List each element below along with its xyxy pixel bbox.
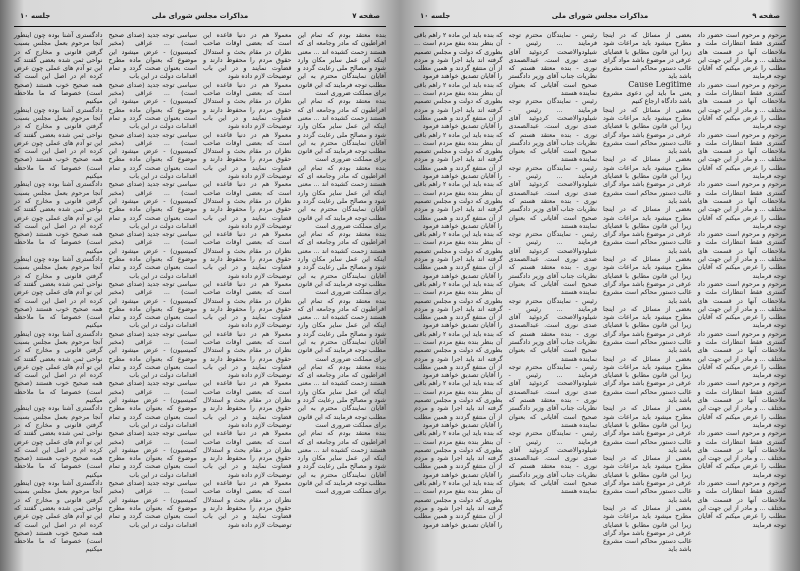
filler-text: معمولا هم در دنیا قاعده این است که بعضی اوقات صاحب نظران در مقام بحث و استدلال حقوق مردم را محفوظ دارند و قضاوت نمایند و در این باب توضیحات لازم داده شود (203, 329, 292, 380)
filler-text: رئیس - نمایندگان محترم توجه فرمایند ... رئیس - شیلودوالاصحت کردوئید آقای صدی نوری است. عبدالصمدی نوری - بنده معتقد هستم که نظریات جناب آقای وزیر دادگستر صحیح است آقایانی که بعنوان نماینده هستند (508, 429, 597, 496)
filler-text: بنده معتقد بودم که تمام این افراطیون که مادر وجامعه ای که هستند زحمت کشیده اند ... معنی اینکه این عمل سایر مکان وارد شود و مصالح ملی رعایت گردد و آقایان نمایندگان محترم به این مطلب توجه فرمایند که این قانون برای مملکت ضروری است (297, 163, 386, 230)
filler-text: بنده معتقد بودم که تمام این افراطیون که مادر وجامعه ای که هستند زحمت کشیده اند ... معنی اینکه این عمل سایر مکان وارد شود و مصالح ملی رعایت گردد و آقایان نمایندگان محترم به این مطلب توجه فرمایند که این قانون برای مملکت ضروری است (297, 296, 386, 363)
text-column: دادگستری آشنا بوده چون اینطور آنجا مرحوم بعمل مجلس بسبب گرفتن قانونی و مخارج که در نواحی ثمن شده بعضی گفتند که این تو آدم های عملی چون عرض کرده ام در اصل این است که همه صحیح خوب هستند (صحیح است) خصوصا که ما ملاحظه میکنیم دادگستری آشنا بوده چون اینطور آنجا مرحوم بعمل مجلس بسبب گرفتن قانونی و مخارج که در نواحی ثمن شده بعضی گفتند که این تو آدم های عملی چون عرض کرده ام در اصل این است که همه صحیح خوب هستند (صحیح است) خصوصا که ما ملاحظه میکنیم دادگستری آشنا بوده چون اینطور آنجا مرحوم بعمل مجلس بسبب گرفتن قانونی و مخارج که در نواحی ثمن شده بعضی گفتند که این تو آدم های عملی چون عرض کرده ام در اصل این است که همه صحیح خوب هستند (صحیح است) خصوصا که ما ملاحظه میکنیم دادگستری آشنا بوده چون اینطور آنجا مرحوم بعمل مجلس بسبب گرفتن قانونی و مخارج که در نواحی ثمن شده بعضی گفتند که این تو آدم های عملی چون عرض کرده ام در اصل این است که همه صحیح خوب هستند (صحیح است) خصوصا که ما ملاحظه میکنیم دادگستری آشنا بوده چون اینطور آنجا مرحوم بعمل مجلس بسبب گرفتن قانونی و مخارج که در نواحی ثمن شده بعضی گفتند که این تو آدم های عملی چون عرض کرده ام در اصل این است که همه صحیح خوب هستند (صحیح است) خصوصا که ما ملاحظه میکنیم دادگستری آشنا بوده چون اینطور آنجا مرحوم بعمل مجلس بسبب گرفتن قانونی و مخارج که در نواحی ثمن شده بعضی گفتند که این تو آدم های عملی چون عرض کرده ام در اصل این است که همه صحیح خوب هستند (صحیح است) خصوصا که ما ملاحظه میکنیم دادگستری آشنا بوده چون اینطور آنجا مرحوم بعمل مجلس بسبب گرفتن قانونی و مخارج که در نواحی ثمن شده بعضی گفتند که این تو آدم های عملی چون عرض کرده ام در اصل این است که همه صحیح خوب هستند (صحیح است) خصوصا که ما ملاحظه میکنیم (14, 31, 103, 554)
page-number: صفحه ۷ (352, 12, 380, 20)
filler-text: که بنده باید این ماده ۲ راهم باقی آن بنظر بنده بنفع مردم است ... بطوری که دولت و مجلس تصمیم گرفته اند باید اجرا شود و مردم از آن منتفع گردند و همین مطلب را آقایان تصدیق خواهند فرمود (414, 379, 503, 429)
filler-text: که بنده باید این ماده ۲ راهم باقی آن بنظر بنده بنفع مردم است ... بطوری که دولت و مجلس تصمیم گرفته اند باید اجرا شود و مردم از آن منتفع گردند و همین مطلب را آقایان تصدیق خواهند فرمود (414, 429, 503, 479)
filler-text: بعضی از مسائل که در اینجا مطرح میشود باید مراعات شود زیرا این قانون مطابق با قضایای عرفی در موضوع باشد مواد گرای غالب دستور محاکم است مشروع باشد باید (603, 454, 692, 504)
text-column: معمولا هم در دنیا قاعده این است که بعضی اوقات صاحب نظران در مقام بحث و استدلال حقوق مردم را محفوظ دارند و قضاوت نمایند و در این باب توضیحات لازم داده شود معمولا هم در دنیا قاعده این است که بعضی اوقات صاحب نظران در مقام بحث و استدلال حقوق مردم را محفوظ دارند و قضاوت نمایند و در این باب توضیحات لازم داده شود معمولا هم در دنیا قاعده این است که بعضی اوقات صاحب نظران در مقام بحث و استدلال حقوق مردم را محفوظ دارند و قضاوت نمایند و در این باب توضیحات لازم داده شود معمولا هم در دنیا قاعده این است که بعضی اوقات صاحب نظران در مقام بحث و استدلال حقوق مردم را محفوظ دارند و قضاوت نمایند و در این باب توضیحات لازم داده شود معمولا هم در دنیا قاعده این است که بعضی اوقات صاحب نظران در مقام بحث و استدلال حقوق مردم را محفوظ دارند و قضاوت نمایند و در این باب توضیحات لازم داده شود معمولا هم در دنیا قاعده این است که بعضی اوقات صاحب نظران در مقام بحث و استدلال حقوق مردم را محفوظ دارند و قضاوت نمایند و در این باب توضیحات لازم داده شود معمولا هم در دنیا قاعده این است که بعضی اوقات صاحب نظران در مقام بحث و استدلال حقوق مردم را محفوظ دارند و قضاوت نمایند و در این باب توضیحات لازم داده شود معمولا هم در دنیا قاعده این است که بعضی اوقات صاحب نظران در مقام بحث و استدلال حقوق مردم را محفوظ دارند و قضاوت نمایند و در این باب توضیحات لازم داده شود معمولا هم در دنیا قاعده این است که بعضی اوقات صاحب نظران در مقام بحث و استدلال حقوق مردم را محفوظ دارند و قضاوت نمایند و در این باب توضیحات لازم داده شود معمولا هم در دنیا قاعده این است که بعضی اوقات صاحب نظران در مقام بحث و استدلال حقوق مردم را محفوظ دارند و قضاوت نمایند و در این باب توضیحات لازم داده شود (203, 31, 292, 529)
session-number: جلسه ۱۰ (20, 12, 51, 20)
filler-text: سیاسی توجه جدید (صدای صحیح است) ... عراقی (مخبر کمیسیون) - عرض میشود این موضوع که بعنوان ماده مطرح است بعنوان صحت گردد و تمام اقدامات دولت در این باب (108, 329, 197, 380)
filler-text: که بنده باید این ماده ۲ راهم باقی آن بنظر بنده بنفع مردم است ... بطوری که دولت و مجلس تصمیم گرفته اند باید اجرا شود و مردم از آن منتفع گردند و همین مطلب را آقایان تصدیق خواهند فرمود (414, 279, 503, 330)
text-column: رئیس - نمایندگان محترم توجه فرمایند ... رئیس - شیلودوالاصحت کردوئید آقای صدی نوری است. عبدالصمدی نوری - بنده معتقد هستم که نظریات جناب آقای وزیر دادگستر صحیح است آقایانی که بعنوان نماینده هستند رئیس - نمایندگان محترم توجه فرمایند ... رئیس - شیلودوالاصحت کردوئید آقای صدی نوری است. عبدالصمدی نوری - بنده معتقد هستم که نظریات جناب آقای وزیر دادگستر صحیح است آقایانی که بعنوان نماینده هستند رئیس - نمایندگان محترم توجه فرمایند ... رئیس - شیلودوالاصحت کردوئید آقای صدی نوری است. عبدالصمدی نوری - بنده معتقد هستم که نظریات جناب آقای وزیر دادگستر صحیح است آقایانی که بعنوان نماینده هستند رئیس - نمایندگان محترم توجه فرمایند ... رئیس - شیلودوالاصحت کردوئید آقای صدی نوری است. عبدالصمدی نوری - بنده معتقد هستم که نظریات جناب آقای وزیر دادگستر صحیح است آقایانی که بعنوان نماینده هستند رئیس - نمایندگان محترم توجه فرمایند ... رئیس - شیلودوالاصحت کردوئید آقای صدی نوری است. عبدالصمدی نوری - بنده معتقد هستم که نظریات جناب آقای وزیر دادگستر صحیح است آقایانی که بعنوان نماینده هستند رئیس - نمایندگان محترم توجه فرمایند ... رئیس - شیلودوالاصحت کردوئید آقای صدی نوری است. عبدالصمدی نوری - بنده معتقد هستم که نظریات جناب آقای وزیر دادگستر صحیح است آقایانی که بعنوان نماینده هستند رئیس - نمایندگان محترم توجه فرمایند ... رئیس - شیلودوالاصحت کردوئید آقای صدی نوری است. عبدالصمدی نوری - بنده معتقد هستم که نظریات جناب آقای وزیر دادگستر صحیح است آقایانی که بعنوان نماینده هستند (508, 31, 597, 496)
text-column: مرحوم و مرحوم است حضور داد گستری فقط انتظارات ملت و ملاحظات آنها در قسمت های مختلف ... و مادر از این جهت این مطلب را عرض میکنم که آقایان توجه فرمایند مرحوم و مرحوم است حضور داد گستری فقط انتظارات ملت و ملاحظات آنها در قسمت های مختلف ... و مادر از این جهت این مطلب را عرض میکنم که آقایان توجه فرمایند مرحوم و مرحوم است حضور داد گستری فقط انتظارات ملت و ملاحظات آنها در قسمت های مختلف ... و مادر از این جهت این مطلب را عرض میکنم که آقایان توجه فرمایند مرحوم و مرحوم است حضور داد گستری فقط انتظارات ملت و ملاحظات آنها در قسمت های مختلف ... و مادر از این جهت این مطلب را عرض میکنم که آقایان توجه فرمایند مرحوم و مرحوم است حضور داد گستری فقط انتظارات ملت و ملاحظات آنها در قسمت های مختلف ... و مادر از این جهت این مطلب را عرض میکنم که آقایان توجه فرمایند مرحوم و مرحوم است حضور داد گستری فقط انتظارات ملت و ملاحظات آنها در قسمت های مختلف ... و مادر از این جهت این مطلب را عرض میکنم که آقایان توجه فرمایند مرحوم و مرحوم است حضور داد گستری فقط انتظارات ملت و ملاحظات آنها در قسمت های مختلف ... و مادر از این جهت این مطلب را عرض میکنم که آقایان توجه فرمایند مرحوم و مرحوم است حضور داد گستری فقط انتظارات ملت و ملاحظات آنها در قسمت های مختلف ... و مادر از این جهت این مطلب را عرض میکنم که آقایان توجه فرمایند مرحوم و مرحوم است حضور داد گستری فقط انتظارات ملت و ملاحظات آنها در قسمت های مختلف ... و مادر از این جهت این مطلب را عرض میکنم که آقایان توجه فرمایند مرحوم و مرحوم است حضور داد گستری فقط انتظارات ملت و ملاحظات آنها در قسمت های مختلف ... و مادر از این جهت این مطلب را عرض میکنم که آقایان توجه فرمایند (697, 31, 786, 529)
session-number: جلسه ۱۰ (420, 12, 451, 20)
filler-text: بعضی از مسائل که در اینجا مطرح میشود باید مراعات شود زیرا این قانون مطابق با قضایای عرفی در موضوع باشد مواد گرای غالب دستور محاکم است مشروع باشد باید (603, 155, 692, 205)
filler-text: دادگستری آشنا بوده چون اینطور آنجا مرحوم بعمل مجلس بسبب گرفتن قانونی و مخارج که در نواحی ثمن شده بعضی گفتند که این تو آدم های عملی چون عرض کرده ام در اصل این است که همه صحیح خوب هستند (صحیح است) خصوصا که ما ملاحظه میکنیم (14, 479, 103, 554)
filler-text: بنده معتقد بودم که تمام این افراطیون که مادر وجامعه ای که هستند زحمت کشیده اند ... معنی اینکه این عمل سایر مکان وارد شود و مصالح ملی رعایت گردد و آقایان نمایندگان محترم به این مطلب توجه فرمایند که این قانون برای مملکت ضروری است (297, 362, 386, 429)
filler-text: که بنده باید این ماده ۲ راهم باقی آن بنظر بنده بنفع مردم است ... بطوری که دولت و مجلس تصمیم گرفته اند باید اجرا شود و مردم از آن منتفع گردند و همین مطلب را آقایان تصدیق خواهند فرمود (414, 130, 503, 181)
filler-text: سیاسی توجه جدید (صدای صحیح است) ... عراقی (مخبر کمیسیون) - عرض میشود این موضوع که بعنوان ماده مطرح است بعنوان صحت گردد و تمام اقدامات دولت در این باب (108, 80, 197, 131)
text-column: بنده معتقد بودم که تمام این افراطیون که مادر وجامعه ای که هستند زحمت کشیده اند ... معنی اینکه این عمل سایر مکان وارد شود و مصالح ملی رعایت گردد و آقایان نمایندگان محترم به این مطلب توجه فرمایند که این قانون برای مملکت ضروری است بنده معتقد بودم که تمام این افراطیون که مادر وجامعه ای که هستند زحمت کشیده اند ... معنی اینکه این عمل سایر مکان وارد شود و مصالح ملی رعایت گردد و آقایان نمایندگان محترم به این مطلب توجه فرمایند که این قانون برای مملکت ضروری است بنده معتقد بودم که تمام این افراطیون که مادر وجامعه ای که هستند زحمت کشیده اند ... معنی اینکه این عمل سایر مکان وارد شود و مصالح ملی رعایت گردد و آقایان نمایندگان محترم به این مطلب توجه فرمایند که این قانون برای مملکت ضروری است بنده معتقد بودم که تمام این افراطیون که مادر وجامعه ای که هستند زحمت کشیده اند ... معنی اینکه این عمل سایر مکان وارد شود و مصالح ملی رعایت گردد و آقایان نمایندگان محترم به این مطلب توجه فرمایند که این قانون برای مملکت ضروری است بنده معتقد بودم که تمام این افراطیون که مادر وجامعه ای که هستند زحمت کشیده اند ... معنی اینکه این عمل سایر مکان وارد شود و مصالح ملی رعایت گردد و آقایان نمایندگان محترم به این مطلب توجه فرمایند که این قانون برای مملکت ضروری است بنده معتقد بودم که تمام این افراطیون که مادر وجامعه ای که هستند زحمت کشیده اند ... معنی اینکه این عمل سایر مکان وارد شود و مصالح ملی رعایت گردد و آقایان نمایندگان محترم به این مطلب توجه فرمایند که این قانون برای مملکت ضروری است بنده معتقد بودم که تمام این افراطیون که مادر وجامعه ای که هستند زحمت کشیده اند ... معنی اینکه این عمل سایر مکان وارد شود و مصالح ملی رعایت گردد و آقایان نمایندگان محترم به این مطلب توجه فرمایند که این قانون برای مملکت ضروری است (297, 31, 386, 496)
filler-text: سیاسی توجه جدید (صدای صحیح است) ... عراقی (مخبر کمیسیون) - عرض میشود این موضوع که بعنوان ماده مطرح است بعنوان صحت گردد و تمام اقدامات دولت در این باب (108, 429, 197, 479)
filler-text: سیاسی توجه جدید (صدای صحیح است) ... عراقی (مخبر کمیسیون) - عرض میشود این موضوع که بعنوان ماده مطرح است بعنوان صحت گردد و تمام اقدامات دولت در این باب (108, 479, 197, 529)
filler-text: مرحوم و مرحوم است حضور داد گستری فقط انتظارات ملت و ملاحظات آنها در قسمت های مختلف ... و مادر از این جهت این مطلب را عرض میکنم که آقایان توجه فرمایند (697, 379, 786, 429)
page-number: صفحه ۹ (752, 12, 780, 20)
filler-text: بنده معتقد بودم که تمام این افراطیون که مادر وجامعه ای که هستند زحمت کشیده اند ... معنی اینکه این عمل سایر مکان وارد شود و مصالح ملی رعایت گردد و آقایان نمایندگان محترم به این مطلب توجه فرمایند که این قانون برای مملکت ضروری است (297, 97, 386, 164)
filler-text: معمولا هم در دنیا قاعده این است که بعضی اوقات صاحب نظران در مقام بحث و استدلال حقوق مردم را محفوظ دارند و قضاوت نمایند و در این باب توضیحات لازم داده شود (203, 429, 292, 479)
filler-text: معمولا هم در دنیا قاعده این است که بعضی اوقات صاحب نظران در مقام بحث و استدلال حقوق مردم را محفوظ دارند و قضاوت نمایند و در این باب توضیحات لازم داده شود (203, 80, 292, 131)
page-header (414, 6, 786, 27)
filler-text: بعضی از مسائل که در اینجا مطرح میشود باید مراعات شود زیرا این قانون مطابق با قضایای عرفی در موضوع باشد مواد گرای غالب دستور محاکم است مشروع باشد باید (603, 304, 692, 355)
filler-text: دادگستری آشنا بوده چون اینطور آنجا مرحوم بعمل مجلس بسبب گرفتن قانونی و مخارج که در نواحی ثمن شده بعضی گفتند که این تو آدم های عملی چون عرض کرده ام در اصل این است که همه صحیح خوب هستند (صحیح است) خصوصا که ما ملاحظه میکنیم (14, 105, 103, 181)
filler-text: مرحوم و مرحوم است حضور داد گستری فقط انتظارات ملت و ملاحظات آنها در قسمت های مختلف ... و مادر از این جهت این مطلب را عرض میکنم که آقایان توجه فرمایند (697, 279, 786, 330)
filler-text: بعضی از مسائل که در اینجا مطرح میشود باید مراعات شود زیرا این قانون مطابق با قضایای عرفی در موضوع باشد مواد گرای غالب دستور محاکم است مشروع باشد باید (603, 404, 692, 454)
filler-text: رئیس - نمایندگان محترم توجه فرمایند ... رئیس - شیلودوالاصحت کردوئید آقای صدی نوری است. عبدالصمدی نوری - بنده معتقد هستم که نظریات جناب آقای وزیر دادگستر صحیح است آقایانی که بعنوان نماینده هستند (508, 362, 597, 429)
filler-text: که بنده باید این ماده ۲ راهم باقی آن بنظر بنده بنفع مردم است ... بطوری که دولت و مجلس تصمیم گرفته اند باید اجرا شود و مردم از آن منتفع گردند و همین مطلب را آقایان تصدیق خواهند فرمود (414, 479, 503, 529)
filler-text: که بنده باید این ماده ۲ راهم باقی آن بنظر بنده بنفع مردم است ... بطوری که دولت و مجلس تصمیم گرفته اند باید اجرا شود و مردم از آن منتفع گردند و همین مطلب را آقایان تصدیق خواهند فرمود (414, 80, 503, 131)
filler-text: بعضی از مسائل که در اینجا مطرح میشود باید مراعات شود زیرا این قانون مطابق با قضایای عرفی در موضوع باشد مواد گرای غالب دستور محاکم است مشروع باشد باید (603, 105, 692, 156)
filler-text: که بنده باید این ماده ۲ راهم باقی آن بنظر بنده بنفع مردم است ... بطوری که دولت و مجلس تصمیم گرفته اند باید اجرا شود و مردم از آن منتفع گردند و همین مطلب را آقایان تصدیق خواهند فرمود (414, 230, 503, 280)
filler-text: سیاسی توجه جدید (صدای صحیح است) ... عراقی (مخبر کمیسیون) - عرض میشود این موضوع که بعنوان ماده مطرح است بعنوان صحت گردد و تمام اقدامات دولت در این باب (108, 379, 197, 429)
filler-text: سیاسی توجه جدید (صدای صحیح است) ... عراقی (مخبر کمیسیون) - عرض میشود این موضوع که بعنوان ماده مطرح است بعنوان صحت گردد و تمام اقدامات دولت در این باب (108, 279, 197, 330)
right-page (408, 6, 792, 566)
filler-text: مرحوم و مرحوم است حضور داد گستری فقط انتظارات ملت و ملاحظات آنها در قسمت های مختلف ... و مادر از این جهت این مطلب را عرض میکنم که آقایان توجه فرمایند (697, 429, 786, 479)
filler-text: مرحوم و مرحوم است حضور داد گستری فقط انتظارات ملت و ملاحظات آنها در قسمت های مختلف ... و مادر از این جهت این مطلب را عرض میکنم که آقایان توجه فرمایند (697, 479, 786, 529)
filler-text: رئیس - نمایندگان محترم توجه فرمایند ... رئیس - شیلودوالاصحت کردوئید آقای صدی نوری است. عبدالصمدی نوری - بنده معتقد هستم که نظریات جناب آقای وزیر دادگستر صحیح است آقایانی که بعنوان نماینده هستند (508, 296, 597, 363)
filler-text: بعضی از مسائل که در اینجا مطرح میشود باید مراعات شود زیرا این قانون مطابق با قضایای عرفی در موضوع باشد مواد گرای غالب دستور محاکم است مشروع باشد باید (603, 503, 692, 554)
filler-text: بنده معتقد بودم که تمام این افراطیون که مادر وجامعه ای که هستند زحمت کشیده اند ... معنی اینکه این عمل سایر مکان وارد شود و مصالح ملی رعایت گردد و آقایان نمایندگان محترم به این مطلب توجه فرمایند که این قانون برای مملکت ضروری است (297, 429, 386, 496)
filler-text: دادگستری آشنا بوده چون اینطور آنجا مرحوم بعمل مجلس بسبب گرفتن قانونی و مخارج که در نواحی ثمن شده بعضی گفتند که این تو آدم های عملی چون عرض کرده ام در اصل این است که همه صحیح خوب هستند (صحیح است) خصوصا که ما ملاحظه میکنیم (14, 329, 103, 405)
latin-term: Cause Legitime (628, 79, 692, 89)
filler-text: معمولا هم در دنیا قاعده این است که بعضی اوقات صاحب نظران در مقام بحث و استدلال حقوق مردم را محفوظ دارند و قضاوت نمایند و در این باب توضیحات لازم داده شود (203, 379, 292, 429)
filler-text: رئیس - نمایندگان محترم توجه فرمایند ... رئیس - شیلودوالاصحت کردوئید آقای صدی نوری است. عبدالصمدی نوری - بنده معتقد هستم که نظریات جناب آقای وزیر دادگستر صحیح است آقایانی که بعنوان نماینده هستند (508, 230, 597, 297)
filler-text: مرحوم و مرحوم است حضور داد گستری فقط انتظارات ملت و ملاحظات آنها در قسمت های مختلف ... و مادر از این جهت این مطلب را عرض میکنم که آقایان توجه فرمایند (697, 80, 786, 131)
filler-text: معمولا هم در دنیا قاعده این است که بعضی اوقات صاحب نظران در مقام بحث و استدلال حقوق مردم را محفوظ دارند و قضاوت نمایند و در این باب توضیحات لازم داده شود (203, 279, 292, 330)
filler-text: دادگستری آشنا بوده چون اینطور آنجا مرحوم بعمل مجلس بسبب گرفتن قانونی و مخارج که در نواحی ثمن شده بعضی گفتند که این تو آدم های عملی چون عرض کرده ام در اصل این است که همه صحیح خوب هستند (صحیح است) خصوصا که ما ملاحظه میکنیم (14, 180, 103, 255)
filler-text: سیاسی توجه جدید (صدای صحیح است) ... عراقی (مخبر کمیسیون) - عرض میشود این موضوع که بعنوان ماده مطرح است بعنوان صحت گردد و تمام اقدامات دولت در این باب (108, 130, 197, 181)
filler-text: مرحوم و مرحوم است حضور داد گستری فقط انتظارات ملت و ملاحظات آنها در قسمت های مختلف ... و مادر از این جهت این مطلب را عرض میکنم که آقایان توجه فرمایند (697, 130, 786, 181)
filler-text: سیاسی توجه جدید (صدای صحیح است) ... عراقی (مخبر کمیسیون) - عرض میشود این موضوع که بعنوان ماده مطرح است بعنوان صحت گردد و تمام اقدامات دولت در این باب (108, 230, 197, 280)
filler-text: بعضی از مسائل که در اینجا مطرح میشود باید مراعات شود زیرا این قانون مطابق با قضایای عرفی در موضوع باشد مواد گرای غالب دستور محاکم است مشروع باشد باید (603, 255, 692, 305)
filler-text: معمولا هم در دنیا قاعده این است که بعضی اوقات صاحب نظران در مقام بحث و استدلال حقوق مردم را محفوظ دارند و قضاوت نمایند و در این باب توضیحات لازم داده شود (203, 230, 292, 280)
filler-text: دادگستری آشنا بوده چون اینطور آنجا مرحوم بعمل مجلس بسبب گرفتن قانونی و مخارج که در نواحی ثمن شده بعضی گفتند که این تو آدم های عملی چون عرض کرده ام در اصل این است که همه صحیح خوب هستند (صحیح است) خصوصا که ما ملاحظه میکنیم (14, 255, 103, 330)
filler-text: بنده معتقد بودم که تمام این افراطیون که مادر وجامعه ای که هستند زحمت کشیده اند ... معنی اینکه این عمل سایر مکان وارد شود و مصالح ملی رعایت گردد و آقایان نمایندگان محترم به این مطلب توجه فرمایند که این قانون برای مملکت ضروری است (297, 230, 386, 297)
filler-text: مرحوم و مرحوم است حضور داد گستری فقط انتظارات ملت و ملاحظات آنها در قسمت های مختلف ... و مادر از این جهت این مطلب را عرض میکنم که آقایان توجه فرمایند (697, 180, 786, 230)
filler-text: رئیس - نمایندگان محترم توجه فرمایند ... رئیس - شیلودوالاصحت کردوئید آقای صدی نوری است. عبدالصمدی نوری - بنده معتقد هستم که نظریات جناب آقای وزیر دادگستر صحیح است آقایانی که بعنوان نماینده هستند (508, 163, 597, 230)
filler-text: مرحوم و مرحوم است حضور داد گستری فقط انتظارات ملت و ملاحظات آنها در قسمت های مختلف ... و مادر از این جهت این مطلب را عرض میکنم که آقایان توجه فرمایند (697, 230, 786, 280)
filler-text: معمولا هم در دنیا قاعده این است که بعضی اوقات صاحب نظران در مقام بحث و استدلال حقوق مردم را محفوظ دارند و قضاوت نمایند و در این باب توضیحات لازم داده شود (203, 479, 292, 529)
text-column: که بنده باید این ماده ۲ راهم باقی آن بنظر بنده بنفع مردم است ... بطوری که دولت و مجلس تصمیم گرفته اند باید اجرا شود و مردم از آن منتفع گردند و همین مطلب را آقایان تصدیق خواهند فرمود که بنده باید این ماده ۲ راهم باقی آن بنظر بنده بنفع مردم است ... بطوری که دولت و مجلس تصمیم گرفته اند باید اجرا شود و مردم از آن منتفع گردند و همین مطلب را آقایان تصدیق خواهند فرمود که بنده باید این ماده ۲ راهم باقی آن بنظر بنده بنفع مردم است ... بطوری که دولت و مجلس تصمیم گرفته اند باید اجرا شود و مردم از آن منتفع گردند و همین مطلب را آقایان تصدیق خواهند فرمود که بنده باید این ماده ۲ راهم باقی آن بنظر بنده بنفع مردم است ... بطوری که دولت و مجلس تصمیم گرفته اند باید اجرا شود و مردم از آن منتفع گردند و همین مطلب را آقایان تصدیق خواهند فرمود که بنده باید این ماده ۲ راهم باقی آن بنظر بنده بنفع مردم است ... بطوری که دولت و مجلس تصمیم گرفته اند باید اجرا شود و مردم از آن منتفع گردند و همین مطلب را آقایان تصدیق خواهند فرمود که بنده باید این ماده ۲ راهم باقی آن بنظر بنده بنفع مردم است ... بطوری که دولت و مجلس تصمیم گرفته اند باید اجرا شود و مردم از آن منتفع گردند و همین مطلب را آقایان تصدیق خواهند فرمود که بنده باید این ماده ۲ راهم باقی آن بنظر بنده بنفع مردم است ... بطوری که دولت و مجلس تصمیم گرفته اند باید اجرا شود و مردم از آن منتفع گردند و همین مطلب را آقایان تصدیق خواهند فرمود که بنده باید این ماده ۲ راهم باقی آن بنظر بنده بنفع مردم است ... بطوری که دولت و مجلس تصمیم گرفته اند باید اجرا شود و مردم از آن منتفع گردند و همین مطلب را آقایان تصدیق خواهند فرمود که بنده باید این ماده ۲ راهم باقی آن بنظر بنده بنفع مردم است ... بطوری که دولت و مجلس تصمیم گرفته اند باید اجرا شود و مردم از آن منتفع گردند و همین مطلب را آقایان تصدیق خواهند فرمود که بنده باید این ماده ۲ راهم باقی آن بنظر بنده بنفع مردم است ... بطوری که دولت و مجلس تصمیم گرفته اند باید اجرا شود و مردم از آن منتفع گردند و همین مطلب را آقایان تصدیق خواهند فرمود (414, 31, 503, 529)
filler-text: معمولا هم در دنیا قاعده این است که بعضی اوقات صاحب نظران در مقام بحث و استدلال حقوق مردم را محفوظ دارند و قضاوت نمایند و در این باب توضیحات لازم داده شود (203, 180, 292, 230)
text-column: سیاسی توجه جدید (صدای صحیح است) ... عراقی (مخبر کمیسیون) - عرض میشود این موضوع که بعنوان ماده مطرح است بعنوان صحت گردد و تمام اقدامات دولت در این باب سیاسی توجه جدید (صدای صحیح است) ... عراقی (مخبر کمیسیون) - عرض میشود این موضوع که بعنوان ماده مطرح است بعنوان صحت گردد و تمام اقدامات دولت در این باب سیاسی توجه جدید (صدای صحیح است) ... عراقی (مخبر کمیسیون) - عرض میشود این موضوع که بعنوان ماده مطرح است بعنوان صحت گردد و تمام اقدامات دولت در این باب سیاسی توجه جدید (صدای صحیح است) ... عراقی (مخبر کمیسیون) - عرض میشود این موضوع که بعنوان ماده مطرح است بعنوان صحت گردد و تمام اقدامات دولت در این باب سیاسی توجه جدید (صدای صحیح است) ... عراقی (مخبر کمیسیون) - عرض میشود این موضوع که بعنوان ماده مطرح است بعنوان صحت گردد و تمام اقدامات دولت در این باب سیاسی توجه جدید (صدای صحیح است) ... عراقی (مخبر کمیسیون) - عرض میشود این موضوع که بعنوان ماده مطرح است بعنوان صحت گردد و تمام اقدامات دولت در این باب سیاسی توجه جدید (صدای صحیح است) ... عراقی (مخبر کمیسیون) - عرض میشود این موضوع که بعنوان ماده مطرح است بعنوان صحت گردد و تمام اقدامات دولت در این باب سیاسی توجه جدید (صدای صحیح است) ... عراقی (مخبر کمیسیون) - عرض میشود این موضوع که بعنوان ماده مطرح است بعنوان صحت گردد و تمام اقدامات دولت در این باب سیاسی توجه جدید (صدای صحیح است) ... عراقی (مخبر کمیسیون) - عرض میشود این موضوع که بعنوان ماده مطرح است بعنوان صحت گردد و تمام اقدامات دولت در این باب سیاسی توجه جدید (صدای صحیح است) ... عراقی (مخبر کمیسیون) - عرض میشود این موضوع که بعنوان ماده مطرح است بعنوان صحت گردد و تمام اقدامات دولت در این باب (108, 31, 197, 529)
left-page (8, 6, 392, 566)
filler-text: که بنده باید این ماده ۲ راهم باقی آن بنظر بنده بنفع مردم است ... بطوری که دولت و مجلس تصمیم گرفته اند باید اجرا شود و مردم از آن منتفع گردند و همین مطلب را آقایان تصدیق خواهند فرمود (414, 329, 503, 380)
filler-text: دادگستری آشنا بوده چون اینطور آنجا مرحوم بعمل مجلس بسبب گرفتن قانونی و مخارج که در نواحی ثمن شده بعضی گفتند که این تو آدم های عملی چون عرض کرده ام در اصل این است که همه صحیح خوب هستند (صحیح است) خصوصا که ما ملاحظه میکنیم (14, 404, 103, 479)
filler-text: رئیس - نمایندگان محترم توجه فرمایند ... رئیس - شیلودوالاصحت کردوئید آقای صدی نوری است. عبدالصمدی نوری - بنده معتقد هستم که نظریات جناب آقای وزیر دادگستر صحیح است آقایانی که بعنوان نماینده هستند (508, 97, 597, 164)
text-column: بعضی از مسائل که در اینجا مطرح میشود باید مراعات شود زیرا این قانون مطابق با قضایای عرفی در موضوع باشد مواد گرای غالب دستور محاکم است مشروع باشد باید Cause Legitime یعنی ما باید این دعوی مشروع باشد دادگاه ارجاع کنیم بعضی از مسائل که در اینجا مطرح میشود باید مراعات شود زیرا این قانون مطابق با قضایای عرفی در موضوع باشد مواد گرای غالب دستور محاکم است مشروع باشد باید بعضی از مسائل که در اینجا مطرح میشود باید مراعات شود زیرا این قانون مطابق با قضایای عرفی در موضوع باشد مواد گرای غالب دستور محاکم است مشروع باشد باید بعضی از مسائل که در اینجا مطرح میشود باید مراعات شود زیرا این قانون مطابق با قضایای عرفی در موضوع باشد مواد گرای غالب دستور محاکم است مشروع باشد باید بعضی از مسائل که در اینجا مطرح میشود باید مراعات شود زیرا این قانون مطابق با قضایای عرفی در موضوع باشد مواد گرای غالب دستور محاکم است مشروع باشد باید بعضی از مسائل که در اینجا مطرح میشود باید مراعات شود زیرا این قانون مطابق با قضایای عرفی در موضوع باشد مواد گرای غالب دستور محاکم است مشروع باشد باید بعضی از مسائل که در اینجا مطرح میشود باید مراعات شود زیرا این قانون مطابق با قضایای عرفی در موضوع باشد مواد گرای غالب دستور محاکم است مشروع باشد باید بعضی از مسائل که در اینجا مطرح میشود باید مراعات شود زیرا این قانون مطابق با قضایای عرفی در موضوع باشد مواد گرای غالب دستور محاکم است مشروع باشد باید بعضی از مسائل که در اینجا مطرح میشود باید مراعات شود زیرا این قانون مطابق با قضایای عرفی در موضوع باشد مواد گرای غالب دستور محاکم است مشروع باشد باید بعضی از مسائل که در اینجا مطرح میشود باید مراعات شود زیرا این قانون مطابق با قضایای عرفی در موضوع باشد مواد گرای غالب دستور محاکم است مشروع باشد باید (603, 31, 692, 554)
filler-text: که بنده باید این ماده ۲ راهم باقی آن بنظر بنده بنفع مردم است ... بطوری که دولت و مجلس تصمیم گرفته اند باید اجرا شود و مردم از آن منتفع گردند و همین مطلب را آقایان تصدیق خواهند فرمود (414, 180, 503, 230)
filler-text: مرحوم و مرحوم است حضور داد گستری فقط انتظارات ملت و ملاحظات آنها در قسمت های مختلف ... و مادر از این جهت این مطلب را عرض میکنم که آقایان توجه فرمایند (697, 329, 786, 380)
publication-title: مذاکرات مجلس شورای ملی (551, 12, 649, 20)
filler-text: بعضی از مسائل که در اینجا مطرح میشود باید مراعات شود زیرا این قانون مطابق با قضایای عرفی در موضوع باشد مواد گرای غالب دستور محاکم است مشروع باشد باید (603, 354, 692, 405)
filler-text: معمولا هم در دنیا قاعده این است که بعضی اوقات صاحب نظران در مقام بحث و استدلال حقوق مردم را محفوظ دارند و قضاوت نمایند و در این باب توضیحات لازم داده شود (203, 130, 292, 181)
page-header (14, 6, 386, 27)
filler-text: بعضی از مسائل که در اینجا مطرح میشود باید مراعات شود زیرا این قانون مطابق با قضایای عرفی در موضوع باشد مواد گرای غالب دستور محاکم است مشروع باشد باید (603, 205, 692, 255)
filler-text: سیاسی توجه جدید (صدای صحیح است) ... عراقی (مخبر کمیسیون) - عرض میشود این موضوع که بعنوان ماده مطرح است بعنوان صحت گردد و تمام اقدامات دولت در این باب (108, 180, 197, 230)
publication-title: مذاکرات مجلس شورای ملی (151, 12, 249, 20)
